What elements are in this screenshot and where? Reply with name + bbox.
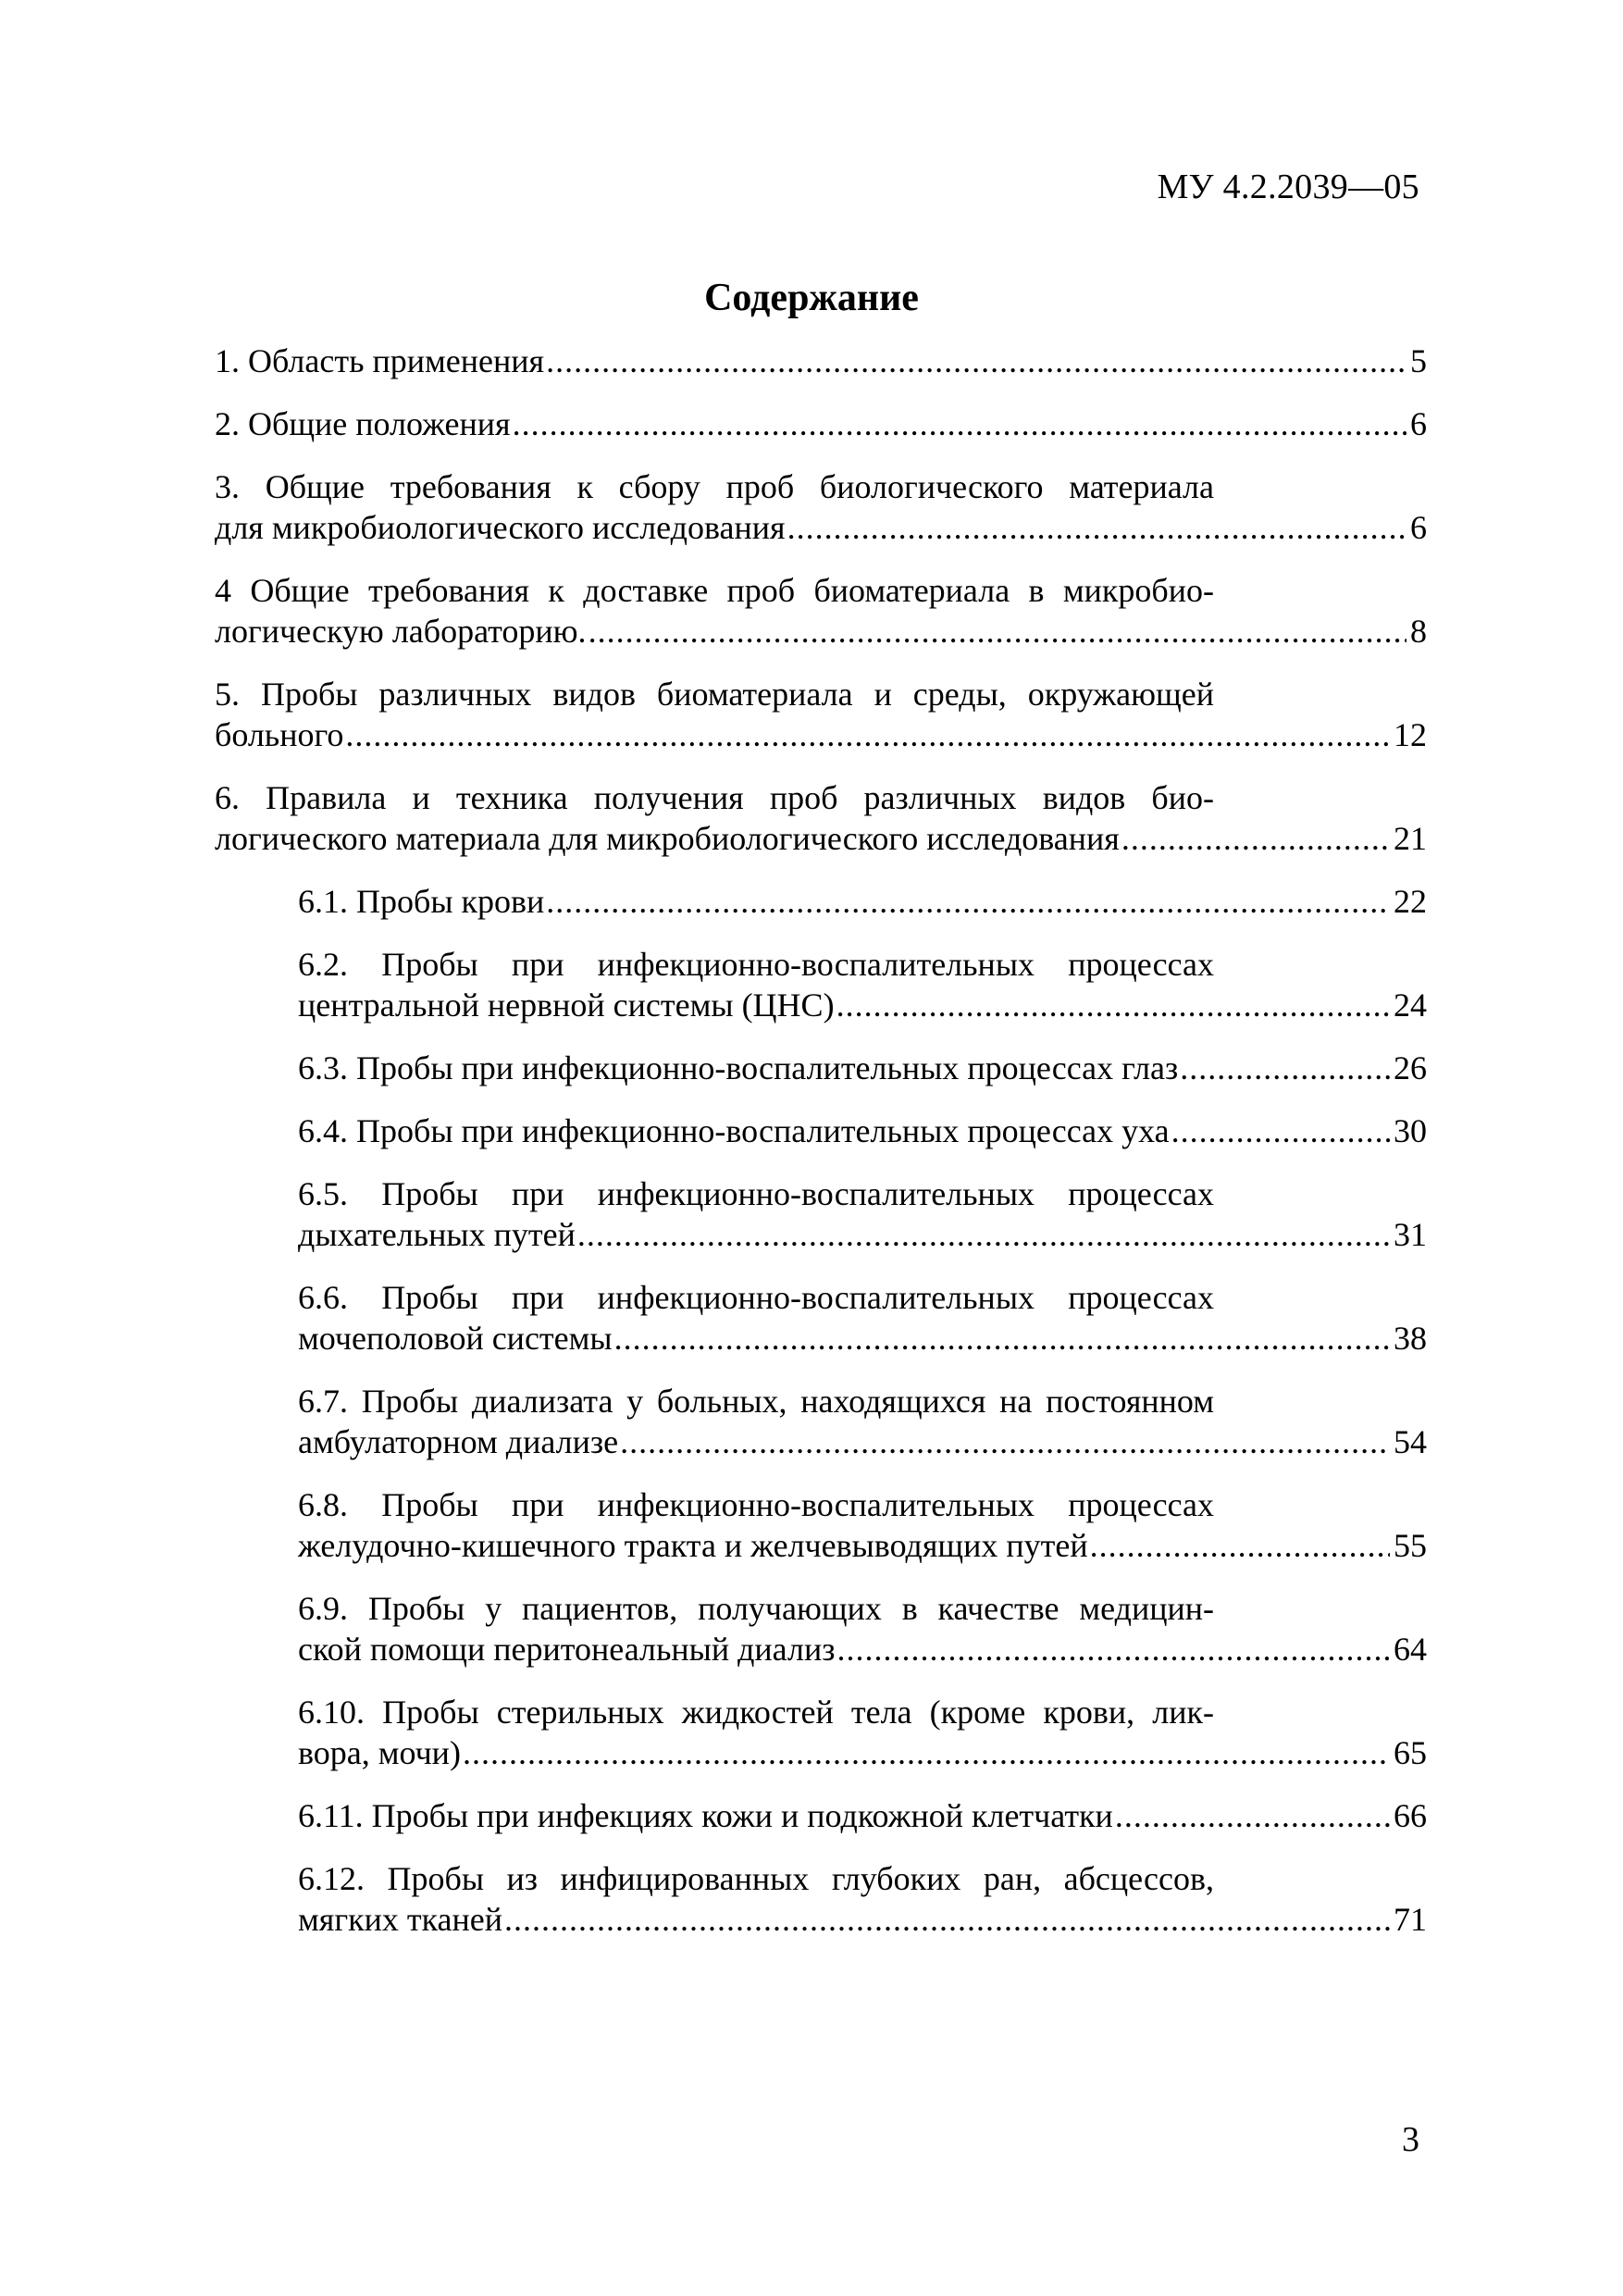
dot-leader [836, 1629, 1390, 1669]
toc-entry-leader-row [215, 403, 1427, 444]
toc-entry-leader-row [298, 1421, 1427, 1462]
toc-entry-page: 31 [1394, 1216, 1427, 1253]
toc-entry-title: дыхательных путей [298, 1216, 576, 1253]
toc-entry-title: амбулаторном диализе [298, 1423, 619, 1460]
toc-entry-page: 55 [1394, 1527, 1427, 1564]
toc-entry-page: 6 [1410, 509, 1427, 546]
dot-leader [614, 1318, 1390, 1359]
toc-entry-title-line: 6.10. Пробы стерильных жидкостей тела (кроме крови, лик- [298, 1694, 1214, 1731]
toc-entry-title: желудочно-кишечного тракта и желчевыводящих путей [298, 1527, 1088, 1564]
toc-entry-page: 21 [1394, 820, 1427, 857]
dot-leader [1121, 818, 1390, 859]
toc-entry [215, 1111, 1427, 1151]
toc-entry [215, 1692, 1427, 1773]
dot-leader [1090, 1525, 1390, 1566]
toc-entry-leader-row [215, 611, 1427, 652]
toc-entry-page: 22 [1394, 883, 1427, 920]
toc-entry-title-line: 4 Общие требования к доставке проб биоматериала в микробио- [215, 572, 1214, 609]
toc-entry-leader-row [298, 1318, 1427, 1359]
table-of-contents [215, 341, 1427, 1962]
toc-entry-page: 66 [1394, 1797, 1427, 1834]
toc-entry-leader-row [298, 1111, 1427, 1151]
toc-entry-page: 38 [1394, 1320, 1427, 1357]
toc-entry-title: ской помощи перитонеальный диализ [298, 1631, 836, 1668]
toc-entry-page: 65 [1394, 1734, 1427, 1771]
toc-entry-title-line: 6. Правила и техника получения проб различных видов био- [215, 779, 1214, 816]
toc-entry-leader-row [298, 985, 1427, 1025]
toc-entry-page: 5 [1410, 342, 1427, 379]
toc-entry-leader-row [215, 341, 1427, 381]
dot-leader [577, 1214, 1390, 1255]
toc-entry-leader-row [298, 1732, 1427, 1773]
toc-entry-title: мочеполовой системы [298, 1320, 613, 1357]
dot-leader [546, 881, 1390, 922]
toc-entry [215, 881, 1427, 922]
toc-entry-page: 8 [1410, 613, 1427, 650]
toc-entry-title-line: 3. Общие требования к сбору проб биологического материала [215, 468, 1214, 505]
toc-title: Содержание [704, 277, 919, 319]
toc-entry-leader-row [298, 1048, 1427, 1088]
toc-entry-title: 6.11. Пробы при инфекциях кожи и подкожной клетчатки [298, 1797, 1113, 1834]
toc-entry-title: 1. Область применения [215, 342, 545, 379]
toc-entry-page: 26 [1394, 1049, 1427, 1086]
toc-entry-title: мягких тканей [298, 1901, 503, 1938]
dot-leader [1180, 1048, 1390, 1088]
dot-leader [1115, 1795, 1390, 1836]
dot-leader [513, 403, 1406, 444]
toc-entry-title: логическую лабораторию. [215, 613, 587, 650]
toc-entry [215, 944, 1427, 1025]
toc-entry-title: логического материала для микробиологического исследования [215, 820, 1120, 857]
toc-entry [215, 1048, 1427, 1088]
dot-leader [1171, 1111, 1390, 1151]
page-number: 3 [1402, 2120, 1419, 2159]
toc-entry-page: 64 [1394, 1631, 1427, 1668]
toc-entry [215, 341, 1427, 381]
toc-entry [215, 1588, 1427, 1669]
dot-leader [836, 985, 1390, 1025]
dot-leader [504, 1899, 1390, 1940]
toc-entry-title-line: 6.6. Пробы при инфекционно-воспалительных процессах [298, 1279, 1214, 1316]
toc-entry [215, 1173, 1427, 1255]
document-code: МУ 4.2.2039—05 [1157, 168, 1419, 206]
toc-entry-leader-row [298, 1629, 1427, 1669]
toc-entry-leader-row [298, 1525, 1427, 1566]
toc-entry-title: центральной нервной системы (ЦНС) [298, 987, 835, 1024]
toc-entry [215, 674, 1427, 755]
toc-entry-page: 24 [1394, 987, 1427, 1024]
toc-entry-leader-row [298, 881, 1427, 922]
toc-entry-title: 6.3. Пробы при инфекционно-воспалительных процессах глаз [298, 1049, 1179, 1086]
toc-entry [215, 1795, 1427, 1836]
toc-entry-title-line: 5. Пробы различных видов биоматериала и среды, окружающей [215, 676, 1214, 713]
toc-entry-title-line: 6.12. Пробы из инфицированных глубоких ран, абсцессов, [298, 1860, 1214, 1897]
toc-entry [215, 570, 1427, 652]
toc-entry-leader-row [215, 714, 1427, 755]
toc-entry-page: 71 [1394, 1901, 1427, 1938]
toc-entry-title-line: 6.9. Пробы у пациентов, получающих в качестве медицин- [298, 1590, 1214, 1627]
toc-entry-page: 12 [1394, 716, 1427, 753]
toc-entry-title-line: 6.2. Пробы при инфекционно-воспалительных процессах [298, 946, 1214, 983]
toc-entry [215, 1277, 1427, 1359]
toc-entry-leader-row [215, 818, 1427, 859]
toc-entry [215, 1858, 1427, 1940]
dot-leader [345, 714, 1390, 755]
toc-entry-page: 54 [1394, 1423, 1427, 1460]
toc-entry [215, 777, 1427, 859]
dot-leader [546, 341, 1406, 381]
dot-leader [588, 611, 1406, 652]
dot-leader [463, 1732, 1390, 1773]
toc-entry-title: для микробиологического исследования [215, 509, 786, 546]
toc-entry-title: 2. Общие положения [215, 405, 511, 442]
toc-entry-title: 6.1. Пробы крови [298, 883, 545, 920]
toc-entry [215, 1484, 1427, 1566]
toc-entry-leader-row [298, 1899, 1427, 1940]
toc-entry-page: 30 [1394, 1112, 1427, 1149]
toc-entry-title: больного [215, 716, 344, 753]
toc-entry [215, 466, 1427, 548]
toc-entry-page: 6 [1410, 405, 1427, 442]
toc-entry-leader-row [298, 1214, 1427, 1255]
toc-entry-title-line: 6.5. Пробы при инфекционно-воспалительных процессах [298, 1175, 1214, 1212]
toc-entry [215, 403, 1427, 444]
dot-leader [620, 1421, 1390, 1462]
toc-entry-title-line: 6.7. Пробы диализата у больных, находящихся на постоянном [298, 1383, 1214, 1420]
toc-entry-title-line: 6.8. Пробы при инфекционно-воспалительных процессах [298, 1486, 1214, 1523]
dot-leader [787, 507, 1406, 548]
toc-entry-leader-row [215, 507, 1427, 548]
toc-entry [215, 1381, 1427, 1462]
toc-entry-title: вора, мочи) [298, 1734, 461, 1771]
toc-entry-leader-row [298, 1795, 1427, 1836]
toc-entry-title: 6.4. Пробы при инфекционно-воспалительных процессах уха [298, 1112, 1170, 1149]
